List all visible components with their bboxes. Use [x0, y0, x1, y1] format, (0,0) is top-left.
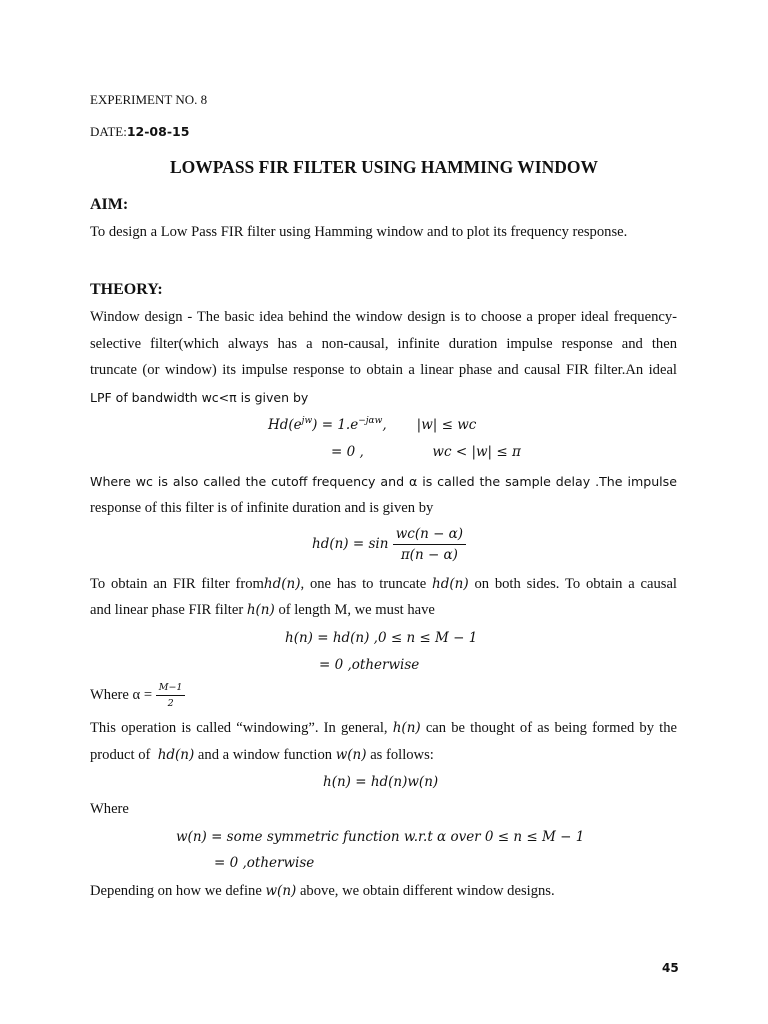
- equation-truncation-otherwise: = 0 ,otherwise: [319, 657, 420, 673]
- aim-text: To design a Low Pass FIR filter using Hamming window and to plot its frequency response.: [90, 224, 628, 240]
- theory-p3-line2: and linear phase FIR filter h(n) of length M, we must have: [90, 602, 435, 618]
- theory-heading: THEORY:: [90, 281, 163, 298]
- theory-p4-line2: product of hd(n) and a window function w(n) as follows:: [90, 747, 434, 763]
- equation-ideal-response: $Hd(e^{jw}) = 1.e^{-j\alpha w}$, |w| ≤ wc: [268, 416, 477, 433]
- equation-truncation: h(n) = hd(n) ,0 ≤ n ≤ M − 1: [285, 630, 478, 646]
- theory-p3-line1: To obtain an FIR filter fromhd(n), one has to truncate hd(n) on both sides. To obtain a causal: [90, 576, 677, 592]
- theory-p1-line3: truncate (or window) its impulse response to obtain a linear phase and causal FIR filter.An ideal: [90, 362, 677, 378]
- date-label: DATE:: [90, 124, 127, 139]
- theory-p1-line1: Window design - The basic idea behind the window design is to choose a proper ideal frequency-: [90, 309, 677, 325]
- theory-p1-line4: LPF of bandwidth wc<π is given by: [90, 390, 309, 405]
- equation-windowing: h(n) = hd(n)w(n): [323, 774, 439, 790]
- equation-window-function: w(n) = some symmetric function w.r.t α over 0 ≤ n ≤ M − 1: [176, 829, 585, 845]
- date-value: 12-08-15: [126, 124, 190, 139]
- aim-heading: AIM:: [90, 196, 129, 213]
- alpha-definition: Where α = $\frac{M-1}{2}$: [90, 682, 185, 709]
- experiment-number: EXPERIMENT NO. 8: [90, 92, 208, 107]
- theory-p4-line1: This operation is called “windowing”. In general, h(n) can be thought of as being formed by the: [90, 720, 677, 736]
- theory-p5: Depending on how we define w(n) above, we obtain different window designs.: [90, 883, 555, 899]
- equation-impulse-response: hd(n) = sin $\frac{wc(n - \alpha)}{\pi(n - \alpha)}$: [312, 526, 466, 563]
- equation-ideal-response-otherwise: = 0 , wc < |w| ≤ π: [331, 444, 521, 460]
- theory-p1-line2: selective filter(which always has a non-causal, infinite duration impulse response and then: [90, 336, 677, 352]
- theory-p2-line2: response of this filter is of infinite duration and is given by: [90, 500, 434, 516]
- equation-window-function-otherwise: = 0 ,otherwise: [214, 855, 315, 871]
- theory-p2-line1: Where wc is also called the cutoff frequency and α is called the sample delay .The impulse: [90, 474, 677, 489]
- page-number: 45: [662, 961, 679, 975]
- page-title: LOWPASS FIR FILTER USING HAMMING WINDOW: [170, 157, 598, 177]
- where-label: Where: [90, 801, 129, 817]
- date-line: [90, 124, 189, 140]
